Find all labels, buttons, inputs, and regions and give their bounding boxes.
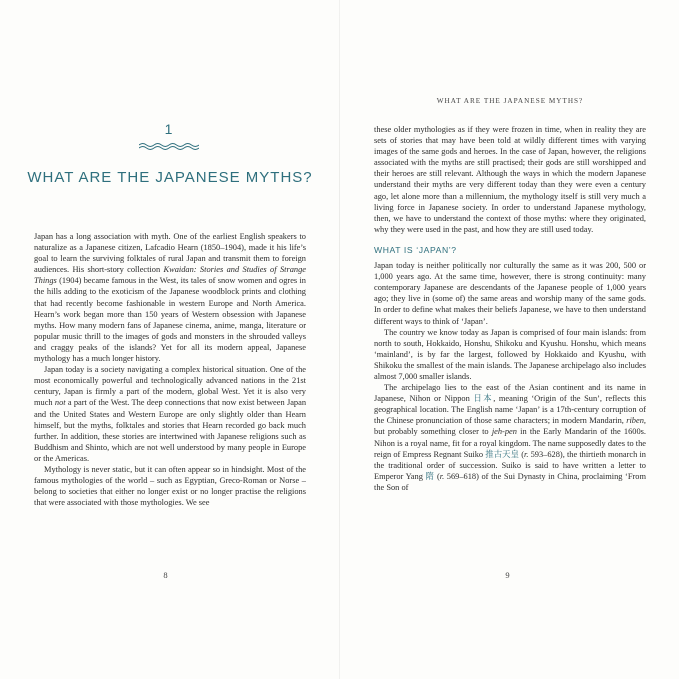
paragraph: Mythology is never static, but it can often appear so in hindsight. Most of the famous mythologies of the world – such as Egyptian, Greco-Roman or Norse – belong to societies that either no longer exist or no longer practise the religions that were associated with those mythologies. We see <box>34 464 306 508</box>
wave-ornament <box>139 142 199 150</box>
kanji-text: 隋 <box>425 471 435 481</box>
left-page <box>0 0 339 679</box>
paragraph: Japan today is neither politically nor culturally the same as it was 200, 500 or 1,000 years ago. At the same time, however, there is strong continuity: many contemporary Japanese are descendants of the Japanese people of 1,000 years ago; they live in (some of) the same areas and worship many of the same gods. In order to define what makes their beliefs Japanese, we have to then understand different ways to think of ‘Japan’. <box>374 261 646 326</box>
paragraph: Japan today is a society navigating a complex historical situation. One of the most economically powerful and technologically advanced nations in the 21st century, Japan is firmly a part of the modern, global West. Yet it is also very much not a part of the West. The deep connections that now exist between Japan and the United States and Western Europe are only slightly older than Hearn himself, but the myths, folktales and stories that Hearn recorded go back much further. In addition, these stories are intertwined with Japanese religions such as Buddhism and Shinto, which are not well understood by many people in Europe or the Americas. <box>34 365 307 463</box>
right-page <box>340 0 679 679</box>
running-head: WHAT ARE THE JAPANESE MYTHS? <box>436 97 584 105</box>
paragraph: Japan has a long association with myth. One of the earliest English speakers to naturalize as a Japanese citizen, Lafcadio Hearn (1850–1904), made it his life’s goal to learn the surviving folktales of rural Japan and transmit them to foreign audiences. His short-story collection Kwaidan: Stories and Studies of Strange Things (1904) became famous in the West, its tales of snow women and ogres in the hills adding to the exoticism of the Japanese woodblock prints and clothing that had recently become fashionable in western Europe and North America. Hearn’s work began more than 150 years of Western obsession with Japanese myths. How many modern fans of Japanese cinema, anime, manga, literature or popular music thrill to the images of gods and monsters in the shrouded valleys and craggy peaks of the islands? Yet for all its modern appeal, Japanese mythology has a much longer history. <box>34 232 306 364</box>
section-heading: WHAT IS ‘JAPAN’? <box>374 244 457 255</box>
left-body-text <box>34 231 306 508</box>
right-body-text <box>374 124 646 493</box>
kanji-text: 日本 <box>473 394 494 404</box>
paragraph: The archipelago lies to the east of the Asian continent and its name in Japanese, Nihon or Nippon 日本, meaning ‘Origin of the Sun’, reflects this geographical location. The English name ‘Japan’ is a 17th-century corruption of the Chinese pronunciation of those same characters; in modern Mandarin, riben, but probably something closer to jeh-pen in the Early Mandarin of the 1600s. Nihon is a royal name, fit for a royal kingdom. The name supposedly dates to the reign of Empress Regnant Suiko 推古天皇 (r. 593–628), the thirtieth monarch in the traditional order of succession. Suiko is said to have written a letter to Emperor Yang 隋 (r. 569–618) of the Sui Dynasty in China, proclaiming ‘From the Son of <box>374 383 647 492</box>
chapter-number: 1 <box>164 121 174 137</box>
chapter-title: WHAT ARE THE JAPANESE MYTHS? <box>27 169 313 187</box>
kanji-text: 推古天皇 <box>485 449 520 459</box>
paragraph: The country we know today as Japan is comprised of four main islands: from north to south, Hokkaido, Honshu, Shikoku and Kyushu. Honshu, which means ‘mainland’, is by far the largest, followed by Hokkaido and Kyushu, with Shikoku the smallest of the main islands. The Japanese archipelago also includes almost 7,000 smaller islands. <box>374 327 646 381</box>
page-number: 8 <box>163 570 168 580</box>
page-number: 9 <box>505 570 510 580</box>
paragraph: these older mythologies as if they were frozen in time, when in reality they are sets of stories that may have been told at wildly different times with varying images of the same gods and heroes. In the case of Japan, however, the religions associated with the myths are still practised; their gods are still worshipped and their heroes are still relevant. Although the ways in which the modern Japanese understand their myths are very different today than they were even a century ago, let alone more than a millennium, the mythology itself is still very much a living force in Japanese society. In order to understand Japanese mythology, then, we have to understand the context of those myths: where they originated, why they were used in the past, and how they are still used today. <box>374 125 646 234</box>
